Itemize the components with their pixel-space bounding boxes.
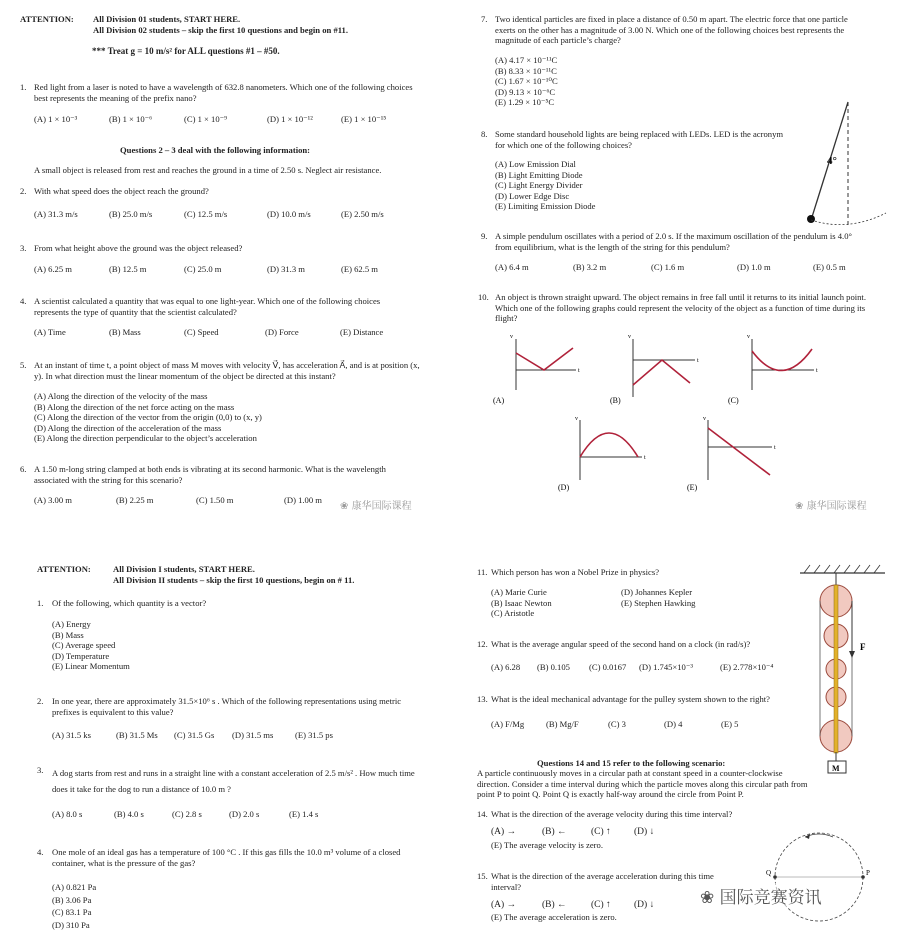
q8-option-a[interactable]: (A) Low Emission Dial [495, 159, 576, 169]
q10-text: An object is thrown straight upward. The object remains in free fall until it returns to its initial launch point. Which one of the following graphs could represent the velocity of the object as a function of time during its flight? [495, 292, 866, 323]
q3-option-b[interactable]: (B) 12.5 m [109, 264, 147, 274]
q13-option-c[interactable]: (C) 3 [608, 719, 626, 729]
q6-option-b[interactable]: (B) 2.25 m [116, 495, 154, 505]
q12-option-d[interactable]: (D) 1.745×10⁻³ [639, 662, 693, 672]
graph-b-v-label: v [628, 334, 631, 340]
p3-q4-text: One mole of an ideal gas has a temperature of 100 °C . If this gas fills the 10.0 m³ volume of a closed container, what is the pressure of the gas? [52, 847, 401, 868]
graph-b-curve [633, 360, 690, 385]
wechat-icon-2: ❀ [795, 501, 804, 512]
attention-label: ATTENTION: [20, 14, 74, 24]
p3-q4-option-b[interactable]: (B) 3.06 Pa [52, 894, 92, 905]
q7-option-d[interactable]: (D) 9.13 × 10⁻⁶C [495, 86, 556, 97]
q12-option-b[interactable]: (B) 0.105 [537, 662, 570, 672]
q13-option-a[interactable]: (A) F/Mg [491, 719, 525, 729]
graph-a-v-label: v [510, 334, 513, 340]
q9-option-c[interactable]: (C) 1.6 m [651, 262, 685, 272]
q4-option-a[interactable]: (A) Time [34, 327, 66, 337]
q14-option-a[interactable]: (A) → [491, 827, 517, 837]
q23-info: A small object is released from rest and reaches the ground in a time of 2.50 s. Neglect air resistance. [34, 165, 382, 175]
q3-option-e[interactable]: (E) 62.5 m [341, 264, 378, 274]
q15-option-d[interactable]: (D) ↓ [634, 900, 655, 910]
q3-number: 3. [20, 243, 27, 253]
q6-option-a[interactable]: (A) 3.00 m [34, 495, 72, 505]
point-p [861, 875, 865, 879]
q9-option-a[interactable]: (A) 6.4 m [495, 262, 529, 272]
q4-option-c[interactable]: (C) Speed [184, 327, 219, 337]
p3-q2-text: In one year, there are approximately 31.5×10⁶ s . Which of the following representations using metric prefixes is equivalent to this value? [52, 696, 402, 717]
force-arrow-head [849, 651, 855, 658]
attention-line-2: All Division 02 students – skip the first 10 questions and begin on #11. [93, 25, 349, 35]
p3-q2-option-a[interactable]: (A) 31.5 ks [52, 730, 91, 740]
mass-label: M [832, 764, 840, 773]
q5-option-b[interactable]: (B) Along the direction of the net force acting on the mass [34, 401, 235, 412]
q10-graphs [490, 325, 890, 495]
q11-option-b[interactable]: (B) Isaac Newton [491, 597, 552, 608]
q14-text: What is the direction of the average velocity during this time interval? [491, 809, 733, 819]
q13-number: 13. [477, 694, 488, 704]
q5-option-d[interactable]: (D) Along the direction of the acceleration of the mass [34, 422, 222, 433]
q11-number: 11. [477, 567, 488, 577]
q4-number: 4. [20, 296, 27, 306]
q5-option-e[interactable]: (E) Along the direction perpendicular to the object’s acceleration [34, 433, 257, 444]
q11-option-d[interactable]: (D) Johannes Kepler [621, 587, 693, 597]
q11-option-c[interactable]: (C) Aristotle [491, 608, 535, 618]
watermark-1 [340, 497, 412, 512]
p3-q1-option-d[interactable]: (D) Temperature [52, 650, 110, 661]
graph-d [558, 416, 646, 492]
q13-option-d[interactable]: (D) 4 [664, 719, 683, 729]
graph-c-t-label: t [816, 368, 818, 374]
graph-d-t-label: t [644, 455, 646, 461]
wechat-icon-4: ❀ [700, 888, 715, 908]
q14-option-d[interactable]: (D) ↓ [634, 827, 655, 837]
q5-options [34, 391, 262, 444]
q12-option-c[interactable]: (C) 0.0167 [589, 662, 627, 672]
p3-q3-text: A dog starts from rest and runs in a straight line with a constant acceleration of 2.5 m/s² . How much time does it take for the dog to run a distance of 10.0 m ? [52, 768, 415, 794]
q11-option-e[interactable]: (E) Stephen Hawking [621, 597, 696, 608]
p3-q4-option-c[interactable]: (C) 83.1 Pa [52, 907, 92, 917]
q2-option-a[interactable]: (A) 31.3 m/s [34, 209, 78, 219]
q6-option-d[interactable]: (D) 1.00 m [284, 495, 322, 505]
p3-q4-option-a[interactable]: (A) 0.821 Pa [52, 882, 97, 892]
q1-number: 1. [20, 82, 27, 92]
q3-text: From what height above the ground was the object released? [34, 243, 243, 253]
p3-q3-option-c[interactable]: (C) 2.8 s [172, 809, 202, 819]
q2-option-e[interactable]: (E) 2.50 m/s [341, 209, 384, 219]
pendulum-angle: 4° [827, 155, 837, 167]
q4-option-d[interactable]: (D) Force [265, 327, 299, 337]
pulley-diagram [790, 561, 900, 781]
q15-number: 15. [477, 871, 488, 881]
p3-q2-option-c[interactable]: (C) 31.5 Gs [174, 730, 215, 740]
q3-option-a[interactable]: (A) 6.25 m [34, 264, 72, 274]
q8-options [495, 159, 596, 212]
q9-option-e[interactable]: (E) 0.5 m [813, 262, 846, 272]
q1-text: Red light from a laser is noted to have a wavelength of 632.8 nanometers. Which one of the following choices best represents the meaning of the prefix nano? [34, 82, 413, 103]
q8-option-c[interactable]: (C) Light Energy Divider [495, 180, 583, 191]
q8-option-d[interactable]: (D) Lower Edge Disc [495, 190, 570, 201]
watermark-2-text: 康华国际课程 [806, 501, 867, 512]
q9-option-d[interactable]: (D) 1.0 m [737, 262, 771, 272]
graph-c-v-label: v [747, 334, 750, 340]
q15-option-e[interactable]: (E) The average acceleration is zero. [491, 912, 617, 922]
graph-d-v-label: v [575, 416, 578, 422]
q9-number: 9. [481, 231, 488, 241]
q8-option-b[interactable]: (B) Light Emitting Diode [495, 169, 583, 180]
wechat-icon: ❀ [340, 501, 349, 512]
q6-text: A 1.50 m-long string clamped at both ends is vibrating at its second harmonic. What is the wavelength associated with the string for this scenario? [34, 464, 386, 485]
attention-label-2: ATTENTION: [37, 564, 91, 574]
p3-q3-option-e[interactable]: (E) 1.4 s [289, 809, 319, 819]
point-q-label: Q [766, 869, 772, 877]
point-q [773, 875, 777, 879]
pulley-axle-bar [834, 585, 838, 753]
p3-q3-option-a[interactable]: (A) 8.0 s [52, 809, 83, 819]
q1-option-c[interactable]: (C) 1 × 10⁻⁹ [184, 114, 228, 124]
q2-text: With what speed does the object reach the ground? [34, 186, 209, 196]
q15-option-b[interactable]: (B) ← [542, 900, 567, 910]
graph-b [610, 334, 699, 405]
watermark-1-text: 康华国际课程 [351, 501, 412, 512]
q6-option-c[interactable]: (C) 1.50 m [196, 495, 234, 505]
q9-text: A simple pendulum oscillates with a period of 2.0 s. If the maximum oscillation of the pendulum is 4.0° from equilibrium, what is the length of the string for this pendulum? [495, 231, 852, 252]
attention-line-1: All Division 01 students, START HERE. [93, 14, 241, 24]
p3-q2-number: 2. [37, 696, 44, 706]
graph-c-curve [752, 349, 812, 371]
q14-option-e[interactable]: (E) The average velocity is zero. [491, 840, 603, 850]
watermark-2 [795, 497, 867, 512]
q7-options [495, 55, 558, 108]
graph-e-curve [708, 428, 770, 475]
q1-option-d[interactable]: (D) 1 × 10⁻¹² [267, 114, 313, 124]
attention-2-line-1: All Division I students, START HERE. [113, 564, 255, 574]
pendulum-bob [807, 215, 815, 223]
q1415-header: Questions 14 and 15 refer to the following scenario: [537, 758, 726, 768]
q7-number: 7. [481, 14, 488, 24]
q2-number: 2. [20, 186, 27, 196]
q2-option-b[interactable]: (B) 25.0 m/s [109, 209, 153, 219]
graph-a-t-label: t [578, 368, 580, 374]
gravity-note: *** Treat g = 10 m/s² for ALL questions #1 – #50. [92, 46, 280, 56]
q11-text: Which person has won a Nobel Prize in physics? [491, 567, 660, 577]
p3-q4-number: 4. [37, 847, 44, 857]
point-p-label: P [866, 869, 870, 877]
q2-option-c[interactable]: (C) 12.5 m/s [184, 209, 228, 219]
q5-number: 5. [20, 360, 27, 370]
q3-option-c[interactable]: (C) 25.0 m [184, 264, 222, 274]
q12-option-e[interactable]: (E) 2.778×10⁻⁴ [720, 662, 774, 672]
graph-e-t-label: t [774, 445, 776, 451]
graph-a-label: (A) [493, 396, 505, 405]
p3-q3-option-d[interactable]: (D) 2.0 s [229, 809, 260, 819]
q7-option-a[interactable]: (A) 4.17 × 10⁻¹¹C [495, 55, 558, 65]
graph-d-label: (D) [558, 483, 570, 492]
q12-text: What is the average angular speed of the second hand on a clock (in rad/s)? [491, 639, 751, 649]
page-panel-4 [450, 555, 900, 935]
q7-option-c[interactable]: (C) 1.67 × 10⁻¹⁰C [495, 76, 558, 87]
q13-option-e[interactable]: (E) 5 [721, 719, 739, 729]
q5-text: At an instant of time t, a point object of mass M moves with velocity V⃗, has acceleration A⃗, and is at position (x, y). In what direction must the linear momentum of the object be directed at this instant? [34, 360, 420, 381]
q5-option-c[interactable]: (C) Along the direction of the vector from the origin (0,0) to (x, y) [34, 412, 262, 423]
q1-option-b[interactable]: (B) 1 × 10⁻⁶ [109, 114, 153, 124]
p3-q1-option-e[interactable]: (E) Linear Momentum [52, 661, 130, 672]
q15-option-c[interactable]: (C) ↑ [591, 900, 611, 910]
graph-e-v-label: v [703, 416, 706, 422]
p3-q1-option-b[interactable]: (B) Mass [52, 629, 84, 640]
p3-q2-option-b[interactable]: (B) 31.5 Ms [116, 730, 158, 740]
graph-c [728, 334, 818, 405]
q13-text: What is the ideal mechanical advantage for the pulley system shown to the right? [491, 694, 770, 704]
p3-q3-option-b[interactable]: (B) 4.0 s [114, 809, 144, 819]
q4-option-e[interactable]: (E) Distance [340, 327, 384, 337]
graph-c-label: (C) [728, 396, 739, 405]
q14-number: 14. [477, 809, 488, 819]
graph-e [687, 416, 776, 492]
p3-q1-number: 1. [37, 598, 44, 608]
q15-option-a[interactable]: (A) → [491, 900, 517, 910]
q7-option-b[interactable]: (B) 8.33 × 10⁻¹¹C [495, 65, 557, 76]
q4-option-b[interactable]: (B) Mass [109, 327, 141, 337]
q12-number: 12. [477, 639, 488, 649]
page-panel-3 [0, 555, 450, 935]
page-panel-2 [450, 0, 900, 520]
watermark-4-text: 国际竞赛资讯 [719, 888, 822, 908]
q14-option-b[interactable]: (B) ← [542, 827, 567, 837]
pendulum-diagram [800, 100, 890, 230]
force-label: F [860, 642, 866, 652]
graph-e-label: (E) [687, 483, 698, 492]
q3-option-d[interactable]: (D) 31.3 m [267, 264, 305, 274]
q1-option-e[interactable]: (E) 1 × 10⁻¹⁵ [341, 114, 387, 124]
p3-q1-options [52, 619, 130, 672]
p3-q1-option-a[interactable]: (A) Energy [52, 619, 91, 629]
q23-header: Questions 2 – 3 deal with the following information: [120, 145, 311, 155]
p3-q3-number: 3. [37, 765, 44, 775]
page-panel-1 [0, 0, 450, 520]
circle-path-diagram [765, 827, 875, 927]
graph-d-curve [580, 433, 638, 457]
q8-text: Some standard household lights are being replaced with LEDs. LED is the acronym for which one of the following choices? [495, 129, 784, 150]
p3-q2-option-d[interactable]: (D) 31.5 ms [232, 730, 274, 740]
q11-option-a[interactable]: (A) Marie Curie [491, 587, 547, 597]
q9-option-b[interactable]: (B) 3.2 m [573, 262, 607, 272]
q15-text: What is the direction of the average acceleration during this time interval? [491, 871, 714, 892]
q2-option-d[interactable]: (D) 10.0 m/s [267, 209, 311, 219]
q1415-info: A particle continuously moves in a circular path at constant speed in a counter-clockwise direction. Consider a time interval during which the particle moves along this circular path from point P to point Q. Point Q is exactly half-way around the circle from Point P. [477, 768, 808, 799]
q7-option-e[interactable]: (E) 1.29 × 10⁻⁵C [495, 97, 555, 108]
p3-q4-options [52, 881, 96, 931]
q1-option-a[interactable]: (A) 1 × 10⁻³ [34, 114, 78, 124]
graph-a-curve [516, 348, 573, 370]
q5-option-a[interactable]: (A) Along the direction of the velocity of the mass [34, 391, 208, 401]
q12-option-a[interactable]: (A) 6.28 [491, 662, 521, 672]
ceiling-hatch [804, 565, 880, 573]
p3-q1-text: Of the following, which quantity is a vector? [52, 598, 207, 608]
p3-q2-option-e[interactable]: (E) 31.5 ps [295, 730, 333, 740]
q8-option-e[interactable]: (E) Limiting Emission Diode [495, 201, 596, 212]
p3-q4-option-d[interactable]: (D) 310 Pa [52, 919, 90, 930]
q10-number: 10. [478, 292, 489, 302]
q8-number: 8. [481, 129, 488, 139]
q4-text: A scientist calculated a quantity that was equal to one light-year. Which one of the following choices represents the type of quantity that the scientist calculated? [34, 296, 381, 317]
q14-option-c[interactable]: (C) ↑ [591, 827, 611, 837]
graph-b-label: (B) [610, 396, 621, 405]
q13-option-b[interactable]: (B) Mg/F [546, 719, 579, 729]
watermark-4 [700, 883, 822, 908]
graph-a [493, 334, 580, 405]
q7-text: Two identical particles are fixed in place a distance of 0.50 m apart. The electric force that one particle exerts on the other has a magnitude of 3.00 N. Which one of the following choices best represents the magnitude of each particle’s charge? [495, 14, 848, 45]
p3-q1-option-c[interactable]: (C) Average speed [52, 640, 116, 651]
graph-b-t-label: t [697, 358, 699, 364]
q6-number: 6. [20, 464, 27, 474]
attention-2-line-2: All Division II students – skip the first 10 questions, begin on # 11. [113, 575, 355, 585]
